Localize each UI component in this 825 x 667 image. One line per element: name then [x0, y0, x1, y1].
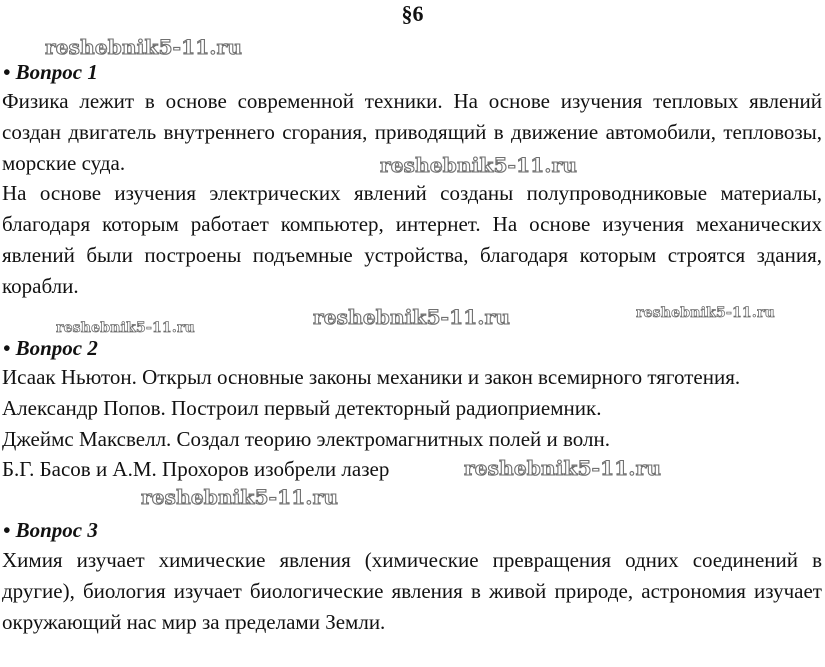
question-2-line-maxwell: Джеймс Максвелл. Создал теорию электромагнитных полей и волн.	[2, 427, 610, 451]
watermark: reshebnik5-11.ru	[45, 35, 243, 59]
question-2-line-popov: Александр Попов. Построил первый детекторный радиоприемник.	[2, 396, 602, 420]
watermark: reshebnik5-11.ru	[56, 320, 195, 336]
question-2-heading: • Вопрос 2	[3, 336, 98, 360]
question-3-paragraph: Химия изучает химические явления (химические превращения одних соединений в другие), биология изучает биологические явления в живой природе, астрономия изучает окружающий нас мир за пределами Земли.	[2, 548, 822, 634]
section-title: §6	[401, 1, 424, 26]
watermark: reshebnik5-11.ru	[141, 485, 339, 509]
watermark: reshebnik5-11.ru	[636, 305, 775, 321]
question-1-heading: • Вопрос 1	[3, 60, 98, 84]
question-2-line-laser: Б.Г. Басов и А.М. Прохоров изобрели лазер	[2, 457, 390, 481]
question-1-paragraph-1: Физика лежит в основе современной техники. На основе изучения тепловых явлений создан двигатель внутреннего сгорания, приводящий в движение автомобили, тепловозы, морские суда.	[2, 89, 822, 175]
watermark: reshebnik5-11.ru	[313, 305, 511, 329]
watermark: reshebnik5-11.ru	[464, 456, 662, 480]
question-2-line-newton: Исаак Ньютон. Открыл основные законы механики и закон всемирного тяготения.	[2, 365, 741, 389]
question-3-heading: • Вопрос 3	[3, 518, 98, 542]
question-1-paragraph-2: На основе изучения электрических явлений созданы полупроводниковые материалы, благодаря которым работает компьютер, интернет. На основе изучения механических явлений были построены подъемные устройства, благодаря которым строятся здания, корабли.	[2, 181, 822, 298]
watermark: reshebnik5-11.ru	[380, 153, 578, 177]
